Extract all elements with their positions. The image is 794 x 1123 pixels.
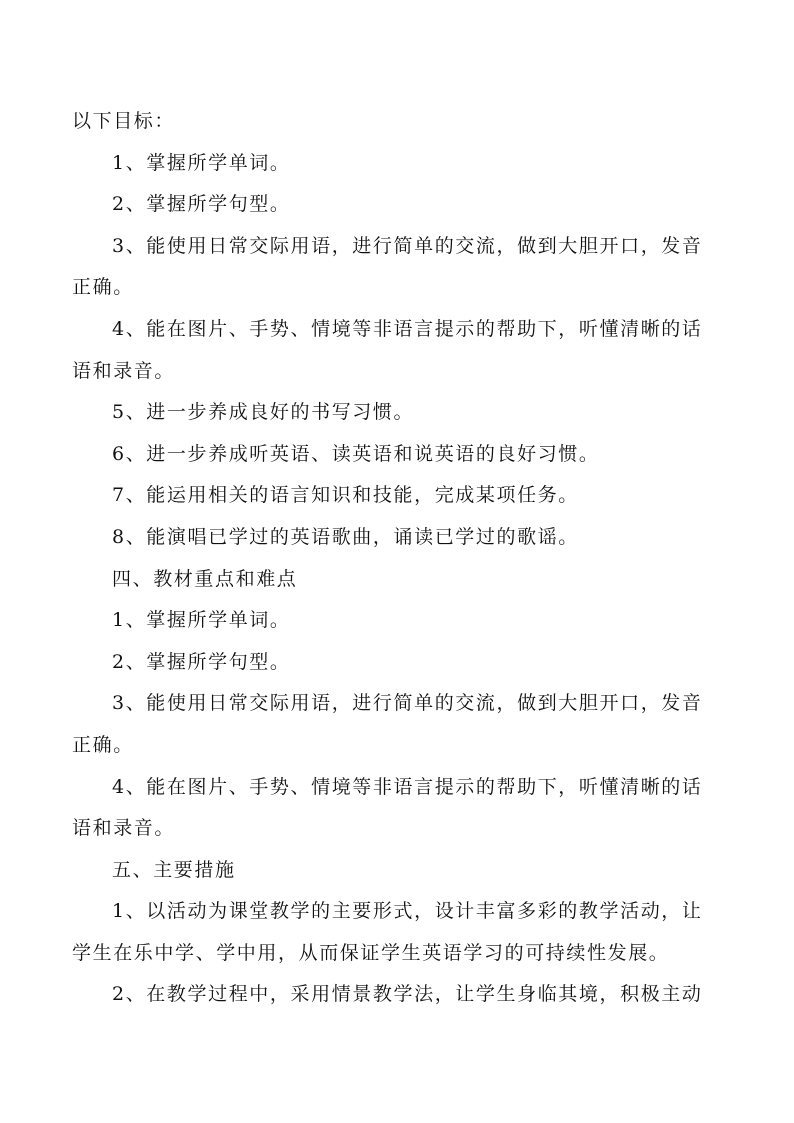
list-item-3: 3、能使用日常交际用语，进行简单的交流，做到大胆开口，发音 bbox=[112, 234, 703, 257]
list-item-3-continued: 正确。 bbox=[72, 276, 134, 299]
list-item-4: 4、能在图片、手势、情境等非语言提示的帮助下，听懂清晰的话 bbox=[112, 317, 703, 340]
section-heading-measures: 五、主要措施 bbox=[112, 858, 236, 881]
key-point-4-continued: 语和录音。 bbox=[72, 817, 176, 840]
measure-1-continued: 学生在乐中学、学中用，从而保证学生英语学习的可持续性发展。 bbox=[72, 941, 670, 964]
list-item-1: 1、掌握所学单词。 bbox=[112, 151, 291, 174]
measure-2: 2、在教学过程中，采用情景教学法，让学生身临其境，积极主动 bbox=[112, 983, 703, 1006]
list-item-2: 2、掌握所学句型。 bbox=[112, 193, 291, 216]
measure-1: 1、以活动为课堂教学的主要形式，设计丰富多彩的教学活动，让 bbox=[112, 900, 703, 923]
key-point-3-continued: 正确。 bbox=[72, 733, 134, 756]
section-heading-key-points: 四、教材重点和难点 bbox=[112, 567, 298, 590]
list-item-7: 7、能运用相关的语言知识和技能，完成某项任务。 bbox=[112, 484, 579, 507]
text-line: 以下目标： bbox=[72, 110, 176, 132]
list-item-6: 6、进一步养成听英语、读英语和说英语的良好习惯。 bbox=[112, 442, 600, 465]
document-body bbox=[72, 101, 724, 1016]
key-point-4: 4、能在图片、手势、情境等非语言提示的帮助下，听懂清晰的话 bbox=[112, 775, 703, 798]
list-item-5: 5、进一步养成良好的书写习惯。 bbox=[112, 401, 415, 424]
list-item-4-continued: 语和录音。 bbox=[72, 359, 176, 382]
key-point-1: 1、掌握所学单词。 bbox=[112, 609, 291, 632]
key-point-2: 2、掌握所学句型。 bbox=[112, 650, 291, 673]
list-item-8: 8、能演唱已学过的英语歌曲，诵读已学过的歌谣。 bbox=[112, 525, 579, 548]
key-point-3: 3、能使用日常交际用语，进行简单的交流，做到大胆开口，发音 bbox=[112, 692, 703, 715]
